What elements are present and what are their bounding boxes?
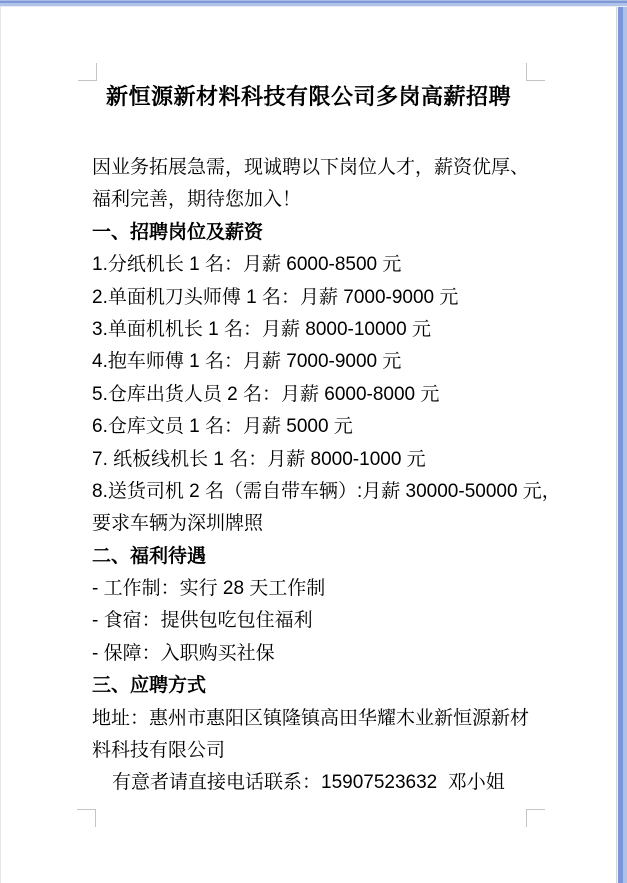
job-item-6: 6.仓库文员 1 名：月薪 5000 元 — [92, 416, 353, 438]
document-body — [92, 152, 561, 800]
job-item-8: 8.送货司机 2 名（需自带车辆）:月薪 30000-50000 元， — [92, 480, 561, 502]
margin-corner-mark-top-left — [78, 63, 97, 81]
margin-corner-mark-top-right — [526, 63, 545, 81]
welfare-item-3: - 保障：入职购买社保 — [92, 642, 275, 664]
page-left-edge — [0, 6, 1, 883]
job-item-3: 3.单面机机长 1 名：月薪 8000-10000 元 — [92, 318, 431, 340]
intro-line-1: 因业务拓展急需，现诚聘以下岗位人才，薪资优厚、 — [92, 157, 530, 178]
app-canvas-top-strip — [0, 0, 627, 7]
welfare-item-2: - 食宿：提供包吃包住福利 — [92, 610, 313, 632]
job-item-5: 5.仓库出货人员 2 名：月薪 6000-8000 元 — [92, 383, 440, 405]
address-line-2: 料科技有限公司 — [92, 740, 226, 762]
welfare-item-1: - 工作制：实行 28 天工作制 — [92, 578, 326, 600]
job-item-4: 4.抱车师傅 1 名：月薪 7000-9000 元 — [92, 351, 402, 373]
intro-line-2: 福利完善，期待您加入！ — [92, 189, 302, 211]
job-item-7: 7. 纸板线机长 1 名：月薪 8000-1000 元 — [92, 448, 426, 470]
section-1-heading: 一、招聘岗位及薪资 — [92, 221, 264, 243]
margin-corner-mark-bottom-left — [77, 809, 96, 827]
job-item-2: 2.单面机刀头师傅 1 名：月薪 7000-9000 元 — [92, 286, 459, 308]
document-title: 新恒源新材料科技有限公司多岗高薪招聘 — [105, 84, 511, 109]
job-item-8-continuation: 要求车辆为深圳牌照 — [92, 513, 264, 535]
section-3-heading: 三、应聘方式 — [92, 675, 207, 697]
address-line-1: 地址：惠州市惠阳区镇隆镇高田华耀木业新恒源新材 — [92, 707, 530, 729]
margin-corner-mark-bottom-right — [526, 809, 545, 827]
app-canvas-right-strip — [616, 0, 627, 883]
contact-line: 有意者请直接电话联系：15907523632 邓小姐 — [112, 772, 505, 794]
section-2-heading: 二、福利待遇 — [92, 545, 207, 567]
job-item-1: 1.分纸机长 1 名：月薪 6000-8500 元 — [92, 254, 402, 276]
